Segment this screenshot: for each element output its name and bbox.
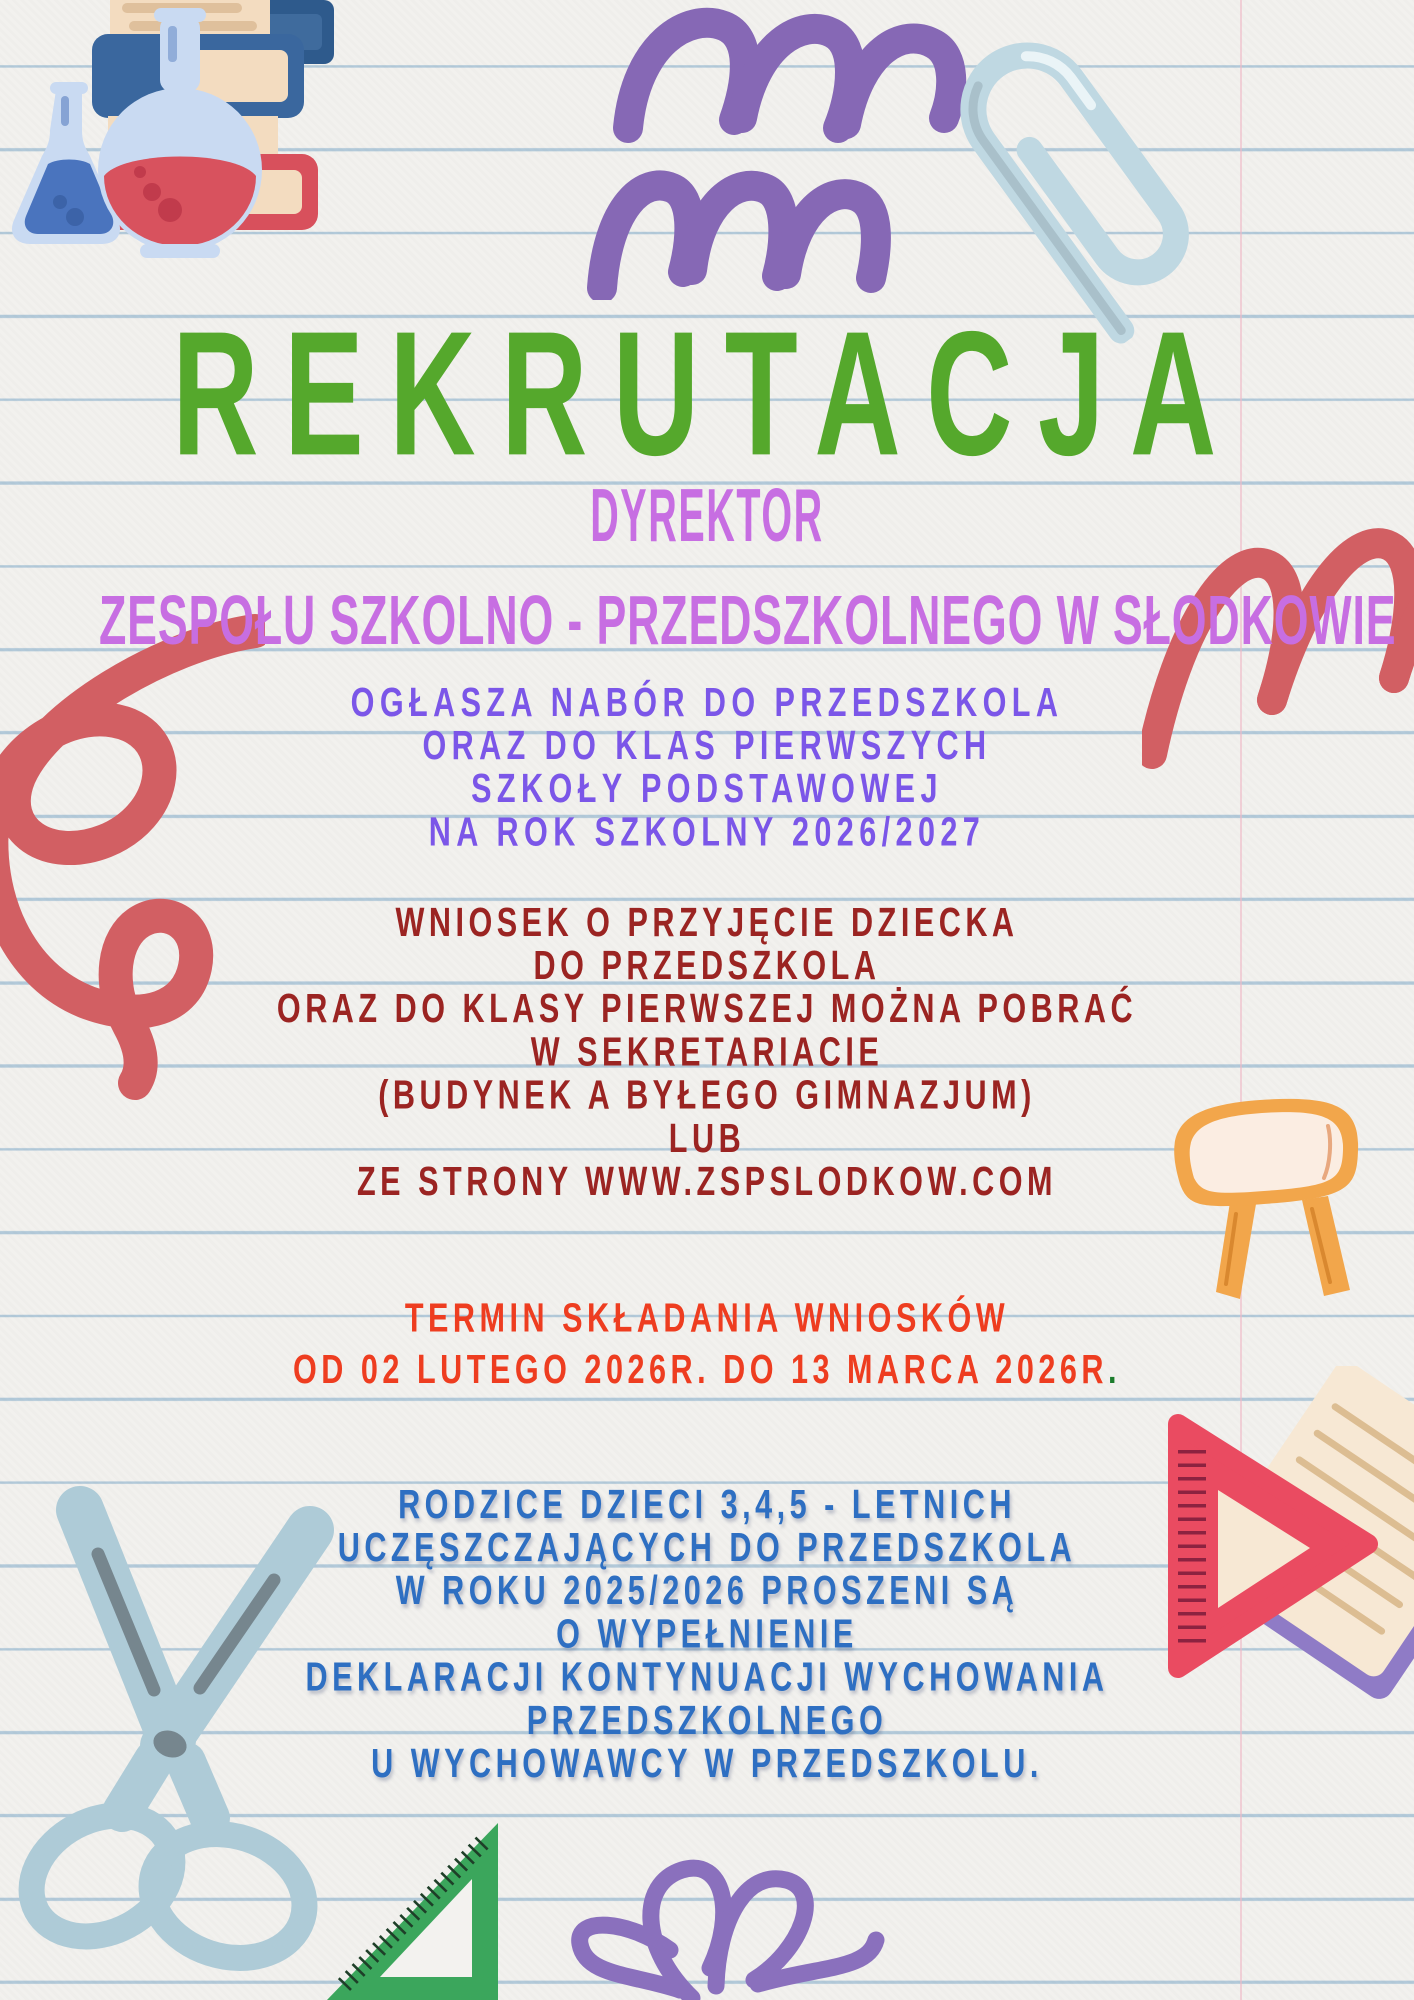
deadline-period: .: [1107, 1347, 1121, 1393]
deadline-text: [71, 1293, 1344, 1396]
poster-byline: DYREKTOR: [590, 473, 824, 558]
application-line-3: ORAZ DO KLASY PIERWSZEJ MOŻNA POBRAĆ: [276, 986, 1138, 1032]
announcement-line-1: OGŁASZA NABÓR DO PRZEDSZKOLA: [350, 679, 1064, 726]
books-and-flasks-icon: [12, 0, 342, 266]
deadline-dates: OD 02 LUTEGO 2026R. DO 13 MARCA 2026R: [293, 1347, 1108, 1393]
continuation-line-5: DEKLARACJI KONTYNUACJI WYCHOWANIA: [305, 1654, 1109, 1701]
continuation-text: [71, 1483, 1344, 1785]
application-info-text: [71, 901, 1344, 1203]
application-line-5: (BUDYNEK A BYŁEGO GIMNAZJUM): [378, 1072, 1036, 1119]
continuation-line-2: UCZĘSZCZAJĄCYCH DO PRZEDSZKOLA: [337, 1525, 1077, 1571]
application-line-6: LUB: [668, 1115, 746, 1162]
poster-title: REKRUTACJA: [172, 294, 1242, 493]
continuation-line-1: RODZICE DZIECI 3,4,5 - LETNICH: [398, 1481, 1016, 1528]
purple-squiggle-icon: [540, 0, 970, 300]
announcement-line-3: SZKOŁY PODSTAWOWEJ: [471, 766, 943, 812]
continuation-line-6: PRZEDSZKOLNEGO: [526, 1697, 888, 1744]
continuation-line-4: O WYPEŁNIENIE: [556, 1611, 858, 1657]
deadline-heading: TERMIN SKŁADANIA WNIOSKÓW: [404, 1295, 1010, 1341]
set-square-green-icon: [310, 1815, 510, 2000]
application-line-4: W SEKRETARIACIE: [530, 1029, 884, 1075]
continuation-line-3: W ROKU 2025/2026 PROSZENI SĄ: [395, 1568, 1019, 1614]
website-line: ZE STRONY WWW.ZSPSLODKOW.COM: [356, 1159, 1058, 1205]
organization-name: ZESPOŁU SZKOLNO - PRZEDSZKOLNEGO W SŁODKOWIE: [98, 583, 1397, 661]
continuation-line-7: U WYCHOWAWCY W PRZEDSZKOLU.: [371, 1741, 1043, 1787]
application-line-1: WNIOSEK O PRZYJĘCIE DZIECKA: [395, 899, 1019, 946]
deadline-dates-line: [71, 1345, 1344, 1397]
announcement-line-2: ORAZ DO KLAS PIERWSZYCH: [422, 723, 992, 769]
flower-doodle-icon: [520, 1828, 920, 2000]
announcement-line-4: NA ROK SZKOLNY 2026/2027: [428, 809, 986, 855]
application-line-2: DO PRZEDSZKOLA: [533, 943, 881, 989]
announcement-text: [71, 681, 1344, 854]
